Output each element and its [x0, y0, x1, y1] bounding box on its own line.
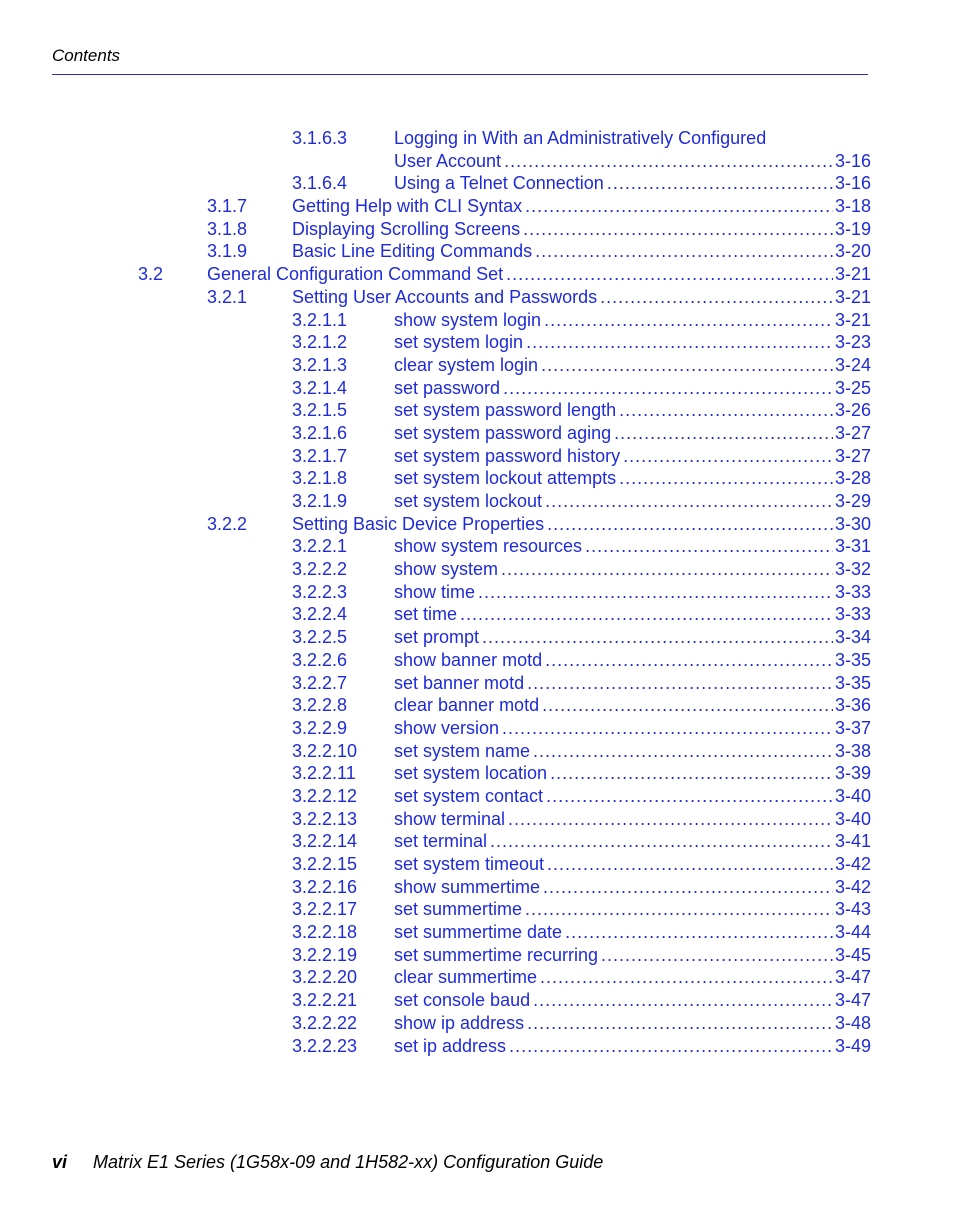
toc-entry[interactable]	[0, 354, 954, 377]
toc-entry-page: 3-33	[834, 604, 871, 625]
toc-entry-title: Basic Line Editing Commands	[292, 241, 533, 262]
dot-leader	[478, 581, 833, 604]
toc-entry-number: 3.2.1.6	[292, 422, 348, 443]
toc-entry[interactable]	[0, 286, 954, 309]
toc-entry-link[interactable]	[394, 331, 871, 354]
toc-entry-title: show system login	[394, 309, 542, 330]
toc-entry-title: set system password aging	[394, 422, 612, 443]
toc-entry[interactable]	[0, 445, 954, 468]
toc-entry-link[interactable]	[394, 490, 871, 513]
dot-leader	[460, 603, 833, 626]
toc-entry[interactable]	[0, 513, 954, 536]
toc-entry-title: show system resources	[394, 536, 583, 557]
toc-entry[interactable]	[0, 150, 954, 173]
toc-entry[interactable]	[0, 581, 954, 604]
toc-entry-link[interactable]	[394, 989, 871, 1012]
toc-entry[interactable]	[0, 785, 954, 808]
toc-entry-page: 3-42	[834, 876, 871, 897]
dot-leader	[541, 354, 833, 377]
toc-entry-number: 3.2.2.18	[292, 922, 358, 943]
toc-entry-number: 3.2.1.1	[292, 309, 348, 330]
toc-entry-page: 3-36	[834, 695, 871, 716]
toc-entry[interactable]	[0, 672, 954, 695]
toc-entry-page: 3-42	[834, 854, 871, 874]
toc-entry-number: 3.2.1	[207, 286, 248, 307]
toc-entry-page: 3-27	[834, 422, 871, 443]
toc-entry-title: show terminal	[394, 808, 506, 829]
toc-entry-page: 3-35	[834, 649, 871, 670]
toc-entry-page: 3-37	[834, 717, 871, 738]
toc-entry-title: show time	[394, 581, 476, 602]
dot-leader	[619, 467, 833, 490]
dot-leader	[547, 853, 833, 876]
toc-entry[interactable]	[0, 694, 954, 717]
toc-entry-page: 3-25	[834, 377, 871, 398]
toc-entry-title: show summertime	[394, 876, 541, 897]
toc-entry[interactable]	[0, 966, 954, 989]
toc-entry-link[interactable]	[394, 898, 871, 921]
toc-entry-number: 3.2.2.8	[292, 695, 348, 716]
toc-entry[interactable]	[0, 921, 954, 944]
toc-entry-page: 3-34	[834, 627, 871, 648]
toc-entry-page: 3-28	[834, 468, 871, 489]
toc-entry-page: 3-47	[834, 990, 871, 1011]
toc-entry-page: 3-39	[834, 763, 871, 784]
toc-entry[interactable]	[0, 309, 954, 332]
toc-entry-link[interactable]	[394, 649, 871, 672]
toc-entry[interactable]	[0, 263, 954, 286]
toc-entry-number: 3.2.2	[207, 513, 248, 534]
toc-entry-title: set prompt	[394, 627, 480, 648]
dot-leader	[527, 672, 833, 695]
dot-leader	[527, 1012, 833, 1035]
toc-entry-number: 3.1.7	[207, 196, 248, 217]
toc-entry-link[interactable]	[394, 853, 871, 876]
toc-entry-number: 3.2.2.13	[292, 808, 358, 829]
dot-leader	[525, 898, 833, 921]
toc-entry[interactable]	[0, 853, 954, 876]
toc-entry-link[interactable]	[394, 127, 871, 150]
toc-entry-link[interactable]	[394, 172, 871, 195]
toc-entry-number: 3.2.1.9	[292, 491, 348, 511]
dot-leader	[585, 535, 833, 558]
toc-entry-title: clear summertime	[394, 967, 538, 988]
toc-entry-link[interactable]	[292, 218, 871, 241]
toc-entry-page: 3-16	[834, 150, 871, 171]
toc-entry-link[interactable]	[394, 603, 871, 626]
dot-leader	[535, 240, 833, 263]
toc-entry-number: 3.2.2.11	[292, 763, 356, 784]
toc-entry[interactable]	[0, 989, 954, 1012]
toc-entry-number: 3.2.2.20	[292, 967, 358, 988]
toc-entry-title: Using a Telnet Connection	[394, 173, 604, 194]
toc-entry-number: 3.2.2.23	[292, 1035, 358, 1056]
toc-entry[interactable]	[0, 218, 954, 241]
toc-entry-link[interactable]	[394, 876, 871, 899]
toc-entry[interactable]	[0, 830, 954, 853]
toc-entry-page: 3-45	[834, 944, 871, 965]
toc-entry-link[interactable]	[394, 785, 871, 808]
toc-entry-page: 3-44	[834, 922, 871, 943]
toc-entry-title: set summertime	[394, 899, 523, 920]
toc-entry-number: 3.2.2.17	[292, 899, 358, 920]
toc-entry-title: show banner motd	[394, 649, 543, 670]
toc-entry-link[interactable]	[394, 808, 871, 831]
dot-leader	[504, 150, 833, 173]
toc-entry-page: 3-24	[834, 354, 871, 375]
dot-leader	[490, 830, 833, 853]
toc-entry-title: set time	[394, 604, 458, 625]
header-divider	[52, 74, 868, 75]
toc-entry-number: 3.2.2.19	[292, 944, 358, 965]
toc-entry-title: show system	[394, 559, 499, 580]
toc-entry-number: 3.1.6.3	[292, 128, 348, 148]
toc-entry-link[interactable]	[394, 717, 871, 740]
toc-entry-link[interactable]	[394, 399, 871, 422]
toc-entry[interactable]	[0, 422, 954, 445]
toc-entry-title: set summertime date	[394, 922, 563, 943]
toc-entry[interactable]	[0, 1012, 954, 1035]
dot-leader	[533, 989, 833, 1012]
toc-entry-number: 3.1.9	[207, 241, 248, 262]
toc-entry-title: set summertime recurring	[394, 944, 599, 965]
toc-entry-link[interactable]	[394, 921, 871, 944]
toc-entry-number: 3.2.2.3	[292, 581, 348, 602]
toc-entry-link[interactable]	[394, 535, 871, 558]
toc-entry-title: set system location	[394, 763, 548, 784]
toc-entry-page: 3-30	[834, 513, 871, 534]
toc-entry-title: Getting Help with CLI Syntax	[292, 196, 523, 217]
toc-entry-number: 3.2.1.5	[292, 400, 348, 421]
toc-entry-link[interactable]	[394, 309, 871, 332]
dot-leader	[545, 649, 833, 672]
dot-leader	[482, 626, 833, 649]
toc-entry-number: 3.2.2.22	[292, 1012, 358, 1033]
table-of-contents	[0, 127, 954, 1057]
toc-entry[interactable]	[0, 876, 954, 899]
toc-entry-link[interactable]	[394, 1012, 871, 1035]
toc-entry-title: set system login	[394, 332, 524, 353]
toc-entry-title: clear system login	[394, 354, 539, 375]
toc-entry-page: 3-33	[834, 581, 871, 602]
toc-entry[interactable]	[0, 195, 954, 218]
toc-entry-page: 3-47	[834, 967, 871, 988]
toc-entry-title: clear banner motd	[394, 695, 540, 716]
toc-entry-page: 3-20	[834, 241, 871, 262]
toc-entry-page: 3-35	[834, 672, 871, 693]
toc-entry-page: 3-29	[834, 491, 871, 511]
dot-leader	[540, 966, 833, 989]
toc-entry-page: 3-16	[834, 173, 871, 194]
toc-entry-link[interactable]	[394, 830, 871, 853]
toc-entry-title: Setting User Accounts and Passwords	[292, 286, 598, 307]
dot-leader	[526, 331, 833, 354]
toc-entry-number: 3.2.2.15	[292, 854, 358, 874]
toc-entry-number: 3.2.2.6	[292, 649, 348, 670]
toc-entry[interactable]	[0, 172, 954, 195]
dot-leader	[544, 309, 833, 332]
toc-entry-page: 3-41	[834, 831, 871, 852]
toc-entry-page: 3-40	[834, 785, 871, 806]
toc-entry-title: set banner motd	[394, 672, 525, 693]
toc-entry-page: 3-21	[834, 264, 871, 285]
toc-entry-title: set console baud	[394, 990, 531, 1011]
toc-entry-title: set system lockout attempts	[394, 468, 617, 489]
toc-entry-link[interactable]	[394, 966, 871, 989]
dot-leader	[546, 785, 833, 808]
dot-leader	[501, 558, 833, 581]
dot-leader	[601, 944, 833, 967]
toc-entry-link[interactable]	[394, 740, 871, 763]
toc-entry[interactable]	[0, 740, 954, 763]
toc-entry-page: 3-19	[834, 218, 871, 239]
toc-entry-number: 3.2.2.9	[292, 717, 348, 738]
toc-entry-number: 3.1.8	[207, 218, 248, 239]
toc-entry-number: 3.2.2.2	[292, 559, 348, 580]
toc-entry-title: Setting Basic Device Properties	[292, 513, 545, 534]
toc-entry-link[interactable]	[394, 694, 871, 717]
toc-entry[interactable]	[0, 467, 954, 490]
dot-leader	[614, 422, 833, 445]
toc-entry[interactable]	[0, 558, 954, 581]
toc-entry[interactable]	[0, 717, 954, 740]
toc-entry-number: 3.2.2.1	[292, 536, 348, 557]
toc-entry[interactable]	[0, 331, 954, 354]
dot-leader	[543, 876, 833, 899]
document-title: Matrix E1 Series (1G58x-09 and 1H582-xx) Configuration Guide	[93, 1152, 604, 1172]
toc-entry-number: 3.2.1.7	[292, 445, 348, 466]
toc-entry-page: 3-27	[834, 445, 871, 466]
toc-entry-page: 3-23	[834, 332, 871, 353]
toc-entry-number: 3.2.2.7	[292, 672, 348, 693]
dot-leader	[525, 195, 833, 218]
toc-entry-page: 3-32	[834, 559, 871, 580]
dot-leader	[600, 286, 833, 309]
toc-entry-title: General Configuration Command Set	[207, 264, 504, 285]
toc-entry-page: 3-43	[834, 899, 871, 920]
toc-entry-title: set system lockout	[394, 491, 543, 511]
dot-leader	[523, 218, 833, 241]
toc-entry[interactable]	[0, 377, 954, 400]
running-header: Contents	[52, 46, 121, 65]
toc-entry-page: 3-31	[834, 536, 871, 557]
toc-entry-title: set system name	[394, 740, 531, 761]
toc-entry-number: 3.2.2.21	[292, 990, 358, 1011]
toc-entry-page: 3-48	[834, 1012, 871, 1033]
dot-leader	[509, 1035, 833, 1058]
page-footer	[52, 1152, 603, 1173]
toc-entry-number: 3.2.2.4	[292, 604, 348, 625]
toc-entry-number: 3.2.2.14	[292, 831, 358, 852]
toc-entry-page: 3-49	[834, 1035, 871, 1056]
toc-entry-link[interactable]	[394, 581, 871, 604]
toc-entry[interactable]	[0, 240, 954, 263]
toc-entry-link[interactable]	[394, 150, 871, 173]
toc-entry[interactable]	[0, 399, 954, 422]
toc-entry-page: 3-40	[834, 808, 871, 829]
toc-entry[interactable]	[0, 762, 954, 785]
toc-entry-page: 3-18	[834, 196, 871, 217]
toc-entry-link[interactable]	[394, 467, 871, 490]
page-number: vi	[52, 1152, 68, 1172]
toc-entry-title: show ip address	[394, 1012, 525, 1033]
toc-entry-title: set ip address	[394, 1035, 507, 1056]
toc-entry-link[interactable]	[207, 263, 871, 286]
toc-entry-link[interactable]	[394, 762, 871, 785]
toc-entry-number: 3.2.1.8	[292, 468, 348, 489]
toc-entry-title: set system timeout	[394, 854, 545, 874]
toc-entry-title: set terminal	[394, 831, 488, 852]
toc-entry-title: set system password length	[394, 400, 617, 421]
toc-entry[interactable]	[0, 898, 954, 921]
toc-entry-number: 3.2.2.16	[292, 876, 358, 897]
toc-entry-link[interactable]	[394, 354, 871, 377]
dot-leader	[623, 445, 833, 468]
toc-entry-title: User Account	[394, 150, 502, 171]
toc-entry[interactable]	[0, 127, 954, 150]
dot-leader	[545, 490, 833, 513]
toc-entry-link[interactable]	[292, 195, 871, 218]
toc-entry-link[interactable]	[292, 513, 871, 536]
toc-entry-link[interactable]	[394, 422, 871, 445]
toc-entry-page: 3-21	[834, 286, 871, 307]
toc-entry-title: set system password history	[394, 445, 621, 466]
toc-entry[interactable]	[0, 944, 954, 967]
toc-entry-title: show version	[394, 717, 500, 738]
toc-entry[interactable]	[0, 808, 954, 831]
toc-entry-number: 3.2.1.2	[292, 332, 348, 353]
toc-entry-page: 3-21	[834, 309, 871, 330]
dot-leader	[508, 808, 833, 831]
toc-entry-link[interactable]	[394, 377, 871, 400]
toc-entry-number: 3.2.1.4	[292, 377, 348, 398]
toc-entry-link[interactable]	[394, 558, 871, 581]
dot-leader	[565, 921, 833, 944]
toc-entry[interactable]	[0, 535, 954, 558]
toc-entry-number: 3.2	[138, 264, 164, 285]
dot-leader	[547, 513, 833, 536]
dot-leader	[502, 717, 833, 740]
dot-leader	[619, 399, 833, 422]
toc-entry-link[interactable]	[394, 1035, 871, 1058]
toc-entry-link[interactable]	[394, 672, 871, 695]
toc-entry-number: 3.2.2.12	[292, 785, 358, 806]
toc-entry-number: 3.2.2.10	[292, 740, 358, 761]
dot-leader	[550, 762, 833, 785]
dot-leader	[503, 377, 833, 400]
toc-entry[interactable]	[0, 603, 954, 626]
toc-entry-title: set password	[394, 377, 501, 398]
toc-entry-page: 3-26	[834, 400, 871, 421]
toc-entry-number: 3.2.2.5	[292, 627, 348, 648]
toc-entry-link[interactable]	[292, 286, 871, 309]
toc-entry[interactable]	[0, 490, 954, 513]
dot-leader	[533, 740, 833, 763]
toc-entry-link[interactable]	[292, 240, 871, 263]
toc-entry[interactable]	[0, 626, 954, 649]
toc-entry-link[interactable]	[394, 626, 871, 649]
toc-entry-link[interactable]	[394, 944, 871, 967]
toc-entry[interactable]	[0, 1035, 954, 1058]
toc-entry-title: set system contact	[394, 785, 544, 806]
toc-entry-title: Logging in With an Administratively Configured	[394, 128, 767, 148]
toc-entry-title: Displaying Scrolling Screens	[292, 218, 521, 239]
dot-leader	[542, 694, 833, 717]
dot-leader	[506, 263, 833, 286]
dot-leader	[607, 172, 833, 195]
toc-entry-number: 3.1.6.4	[292, 173, 348, 194]
toc-entry-number: 3.2.1.3	[292, 354, 348, 375]
toc-entry-page: 3-38	[834, 740, 871, 761]
toc-entry-link[interactable]	[394, 445, 871, 468]
toc-entry[interactable]	[0, 649, 954, 672]
